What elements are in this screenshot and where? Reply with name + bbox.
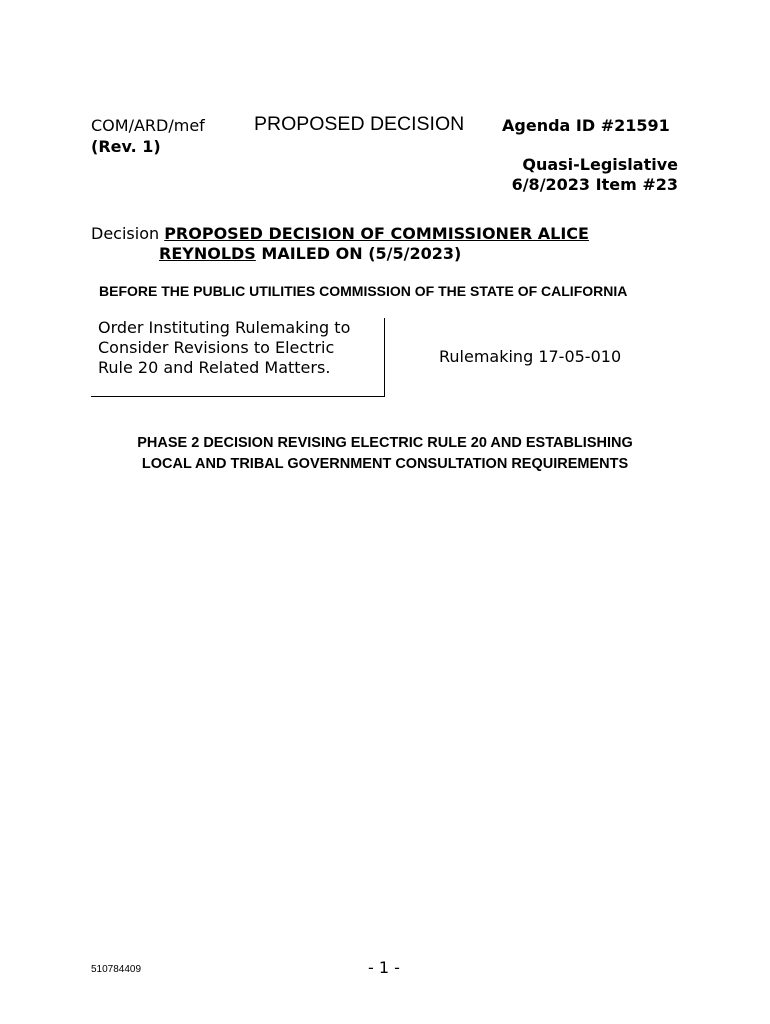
- caption-line: Rule 20 and Related Matters.: [98, 358, 331, 377]
- commission-heading: BEFORE THE PUBLIC UTILITIES COMMISSION OF THE STATE OF CALIFORNIA: [99, 283, 628, 299]
- decision-title-line-2: [159, 244, 461, 263]
- decision-subject-title: [0, 433, 770, 475]
- document-number: 510784409: [91, 964, 142, 975]
- subject-title-line-1: PHASE 2 DECISION REVISING ELECTRIC RULE 20 AND ESTABLISHING: [137, 435, 633, 451]
- caption-line: Order Instituting Rulemaking to: [98, 318, 351, 337]
- document-type-heading: PROPOSED DECISION: [254, 113, 465, 135]
- case-caption-box: [91, 318, 385, 397]
- decision-prefix: Decision: [91, 224, 165, 243]
- proceeding-category: Quasi-Legislative: [522, 155, 678, 174]
- decision-title-line-1: [91, 224, 589, 243]
- case-caption-text: [98, 318, 350, 378]
- agenda-id: Agenda ID #21591: [502, 116, 670, 135]
- decision-title-part-2: REYNOLDS: [159, 244, 256, 263]
- proceeding-number: Rulemaking 17-05-010: [439, 347, 622, 366]
- decision-mailed-date: MAILED ON (5/5/2023): [255, 244, 462, 263]
- page-number: - 1 -: [368, 958, 400, 977]
- caption-line: Consider Revisions to Electric: [98, 338, 335, 357]
- revision-label: (Rev. 1): [91, 137, 161, 156]
- routing-code: COM/ARD/mef: [91, 116, 205, 135]
- date-and-item: 6/8/2023 Item #23: [511, 175, 678, 194]
- subject-title-line-2: LOCAL AND TRIBAL GOVERNMENT CONSULTATION REQUIREMENTS: [141, 456, 629, 472]
- decision-title-part-1: PROPOSED DECISION OF COMMISSIONER ALICE: [164, 224, 589, 243]
